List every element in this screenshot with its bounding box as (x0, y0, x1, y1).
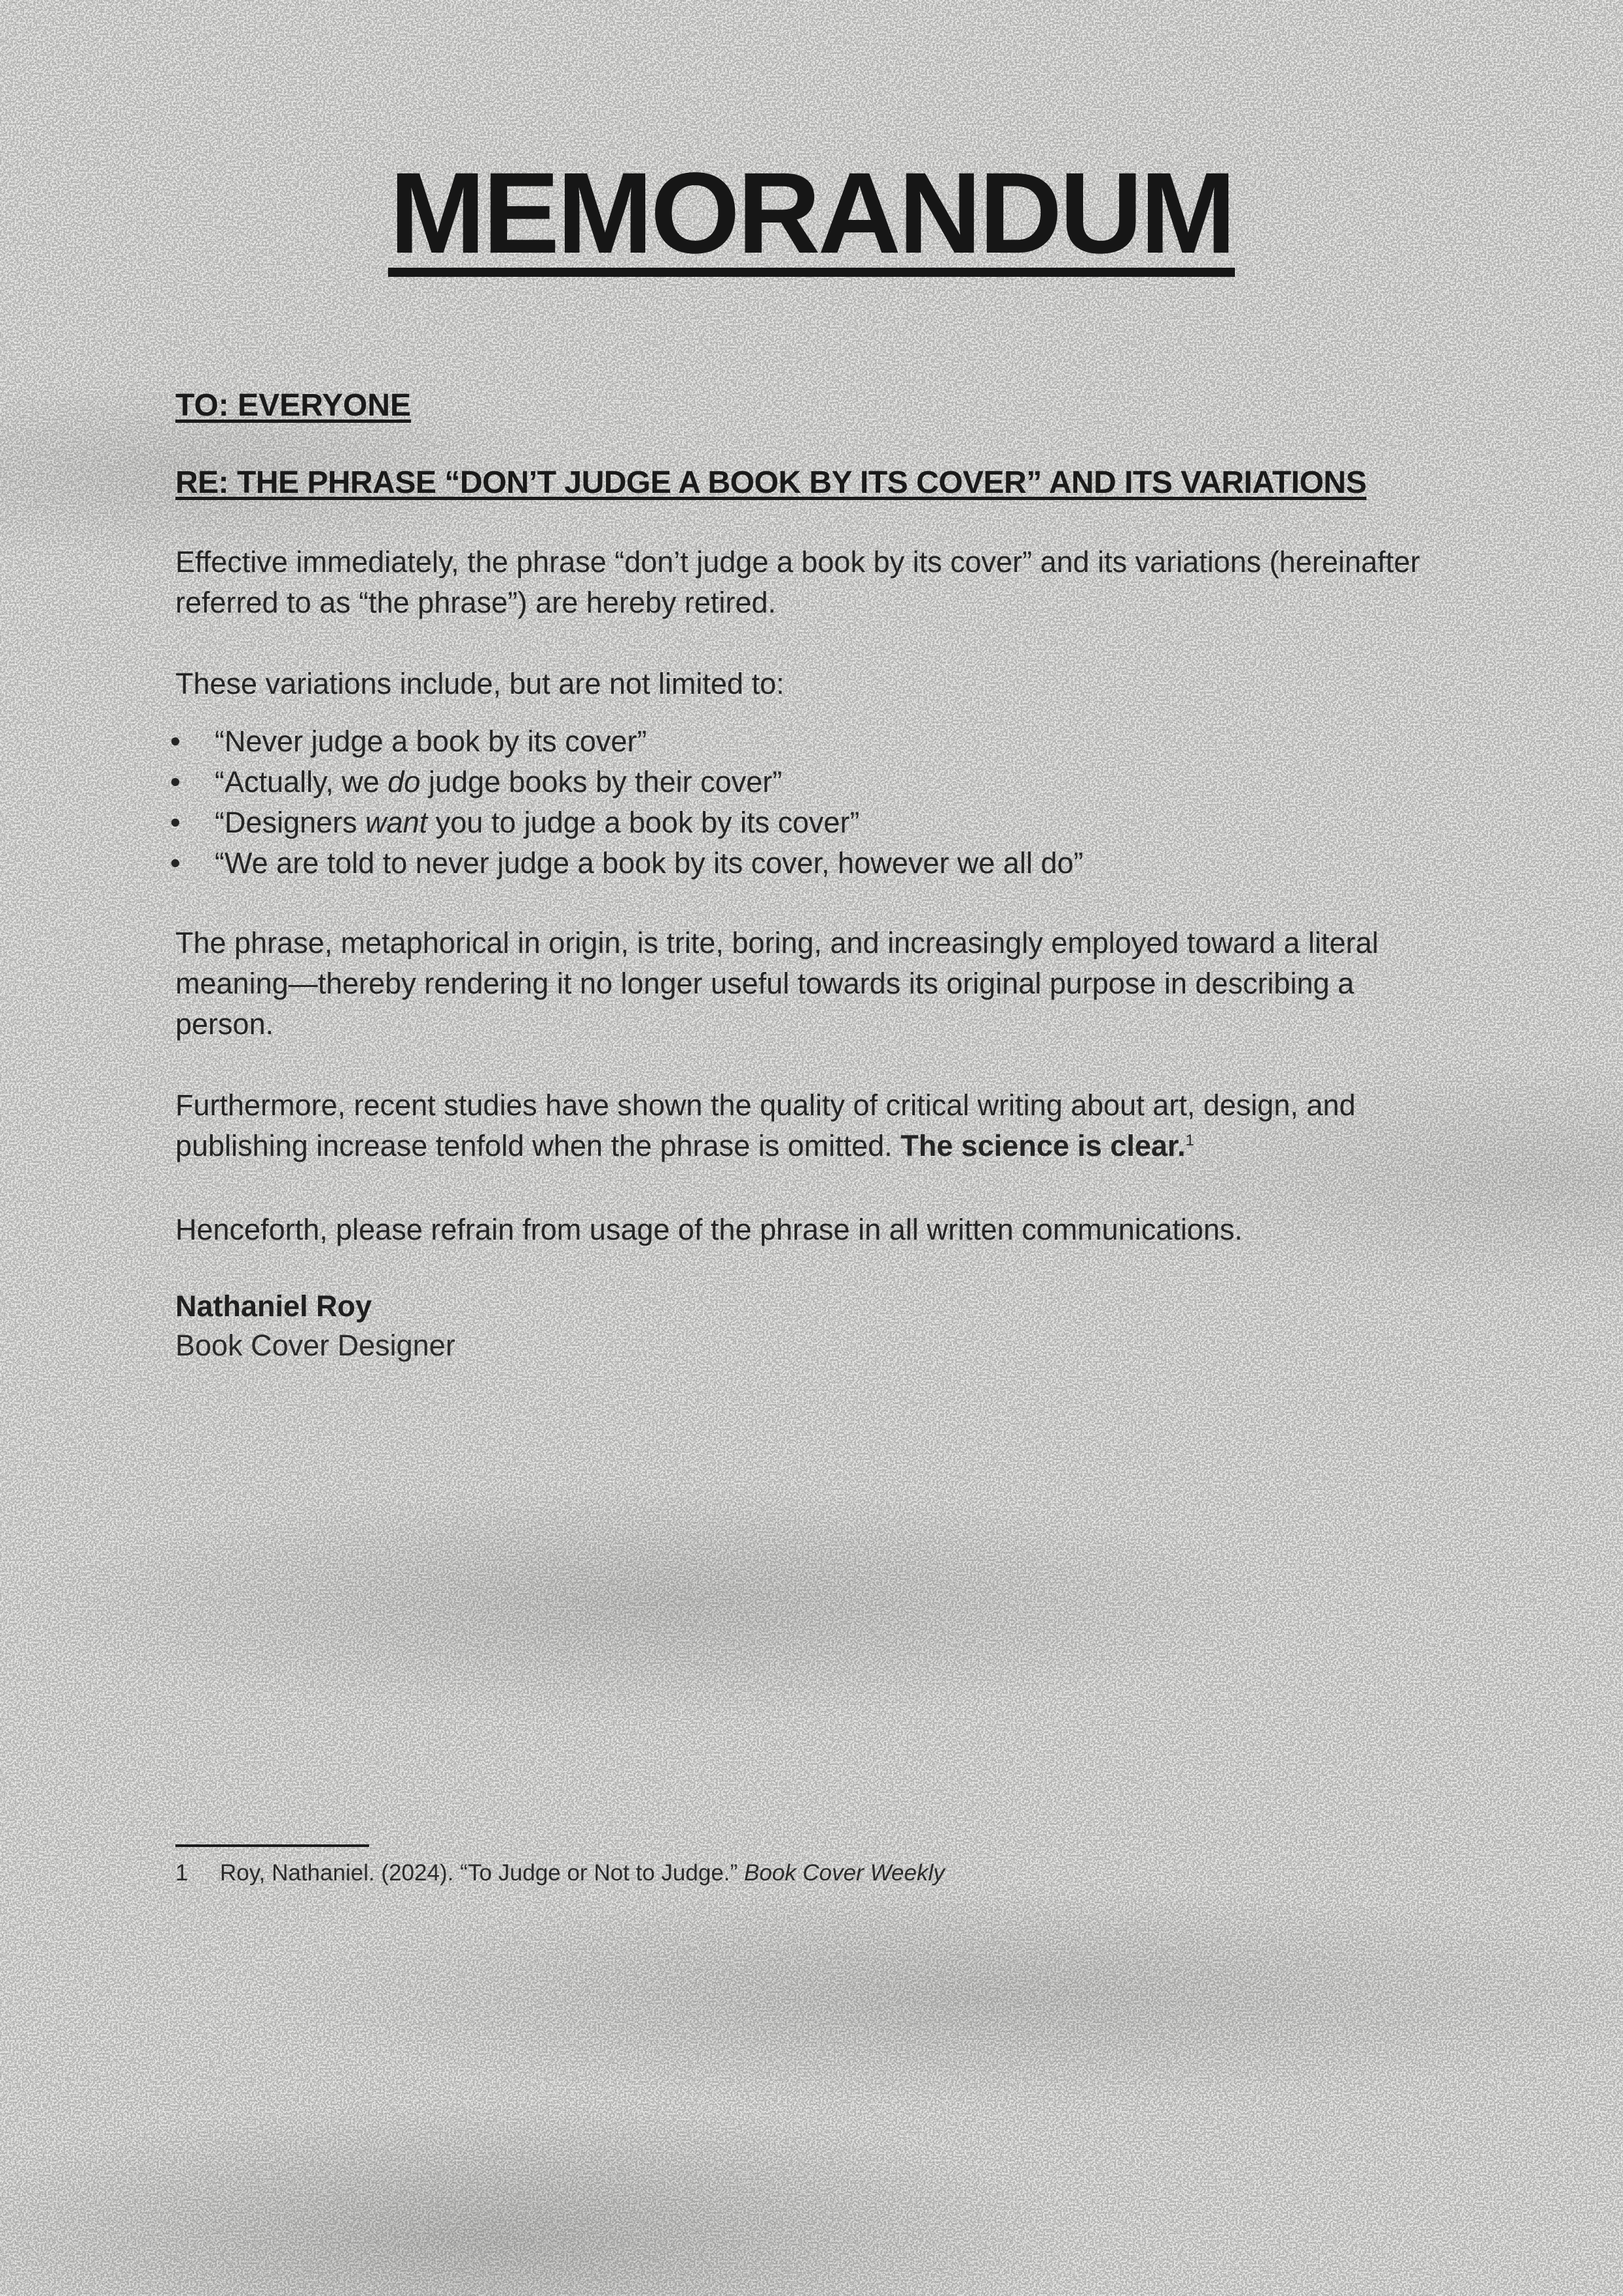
bullet-icon: • (170, 843, 181, 884)
bullet-icon: • (170, 762, 181, 802)
signature-name: Nathaniel Roy (175, 1289, 372, 1323)
memo-subject-line: RE: THE PHRASE “DON’T JUDGE A BOOK BY ITS COVER” AND ITS VARIATIONS (175, 465, 1419, 501)
paragraph-studies-bold: The science is clear. (901, 1129, 1185, 1162)
footnote-reference: 1 (1185, 1132, 1194, 1149)
list-item-text-before: “Designers (215, 806, 365, 839)
list-item-emphasis: do (387, 765, 420, 798)
bullet-icon: • (170, 802, 181, 843)
footnote-text: Roy, Nathaniel. (2024). “To Judge or Not to Judge.” (220, 1860, 744, 1886)
bullet-icon: • (170, 721, 181, 762)
list-item-text-before: “Actually, we (215, 765, 387, 798)
footnote-number: 1 (175, 1860, 220, 1886)
paragraph-studies-text: Furthermore, recent studies have shown the quality of critical writing about art, design, and publishing increase tenfold when the phrase is omitted. (175, 1088, 1355, 1162)
signature-title: Book Cover Designer (175, 1329, 455, 1363)
footnote-source: Book Cover Weekly (744, 1860, 945, 1886)
list-item-text-after: you to judge a book by its cover” (427, 806, 859, 839)
list-item-text-after: judge books by their cover” (420, 765, 782, 798)
list-item-text: “Never judge a book by its cover” (215, 725, 647, 758)
paragraph-phrase-critique: The phrase, metaphorical in origin, is trite, boring, and increasingly employed toward a literal meaning—thereby rendering it no longer useful towards its original purpose in describing a person. (175, 923, 1438, 1045)
paragraph-closing-instruction: Henceforth, please refrain from usage of the phrase in all written communications. (175, 1210, 1438, 1250)
list-item-text: “We are told to never judge a book by its cover, however we all do” (215, 846, 1083, 880)
paragraph-retirement-notice: Effective immediately, the phrase “don’t judge a book by its cover” and its variations (hereinafter referred to as “the phrase”) are hereby retired. (175, 542, 1438, 623)
memo-title-text: MEMORANDUM (388, 162, 1235, 277)
list-item-emphasis: want (365, 806, 427, 839)
paragraph-variations-intro: These variations include, but are not limited to: (175, 664, 1438, 704)
memo-to-line: TO: EVERYONE (175, 387, 411, 423)
